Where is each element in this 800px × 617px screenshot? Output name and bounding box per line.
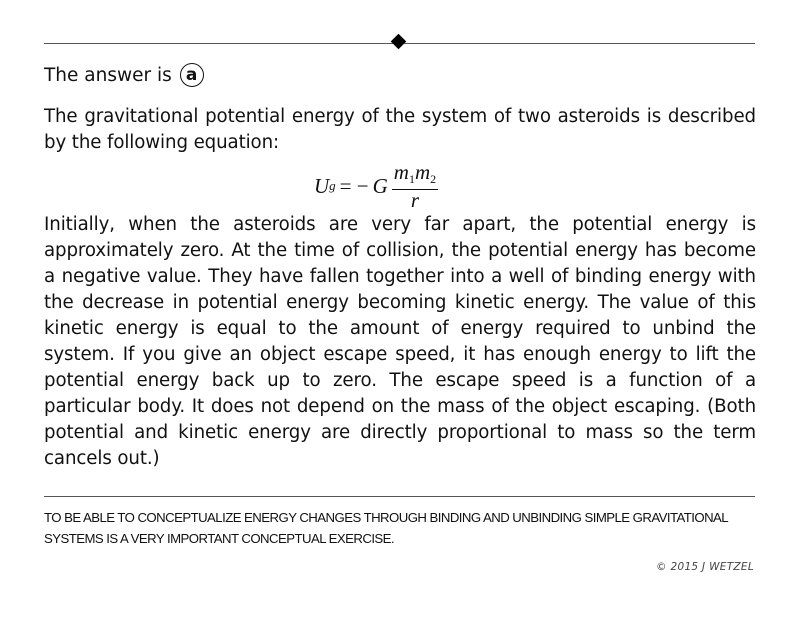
eq-numerator: [392, 162, 438, 190]
explanation-intro: The gravitational potential energy of the system of two asteroids is described by the following equation:: [44, 106, 756, 153]
eq-lhs: U: [314, 173, 330, 198]
answer-line: [44, 62, 204, 90]
eq-operator: = −: [339, 173, 369, 198]
eq-m1-sub: 1: [408, 172, 415, 186]
answer-prefix: The answer is: [44, 65, 172, 86]
potential-energy-equation: [314, 162, 438, 210]
eq-denominator: r: [410, 188, 420, 212]
copyright: © 2015 J WETZEL: [656, 561, 754, 573]
eq-m1: m: [393, 160, 409, 184]
eq-fraction: [392, 162, 438, 210]
explanation-body: Initially, when the asteroids are very far apart, the potential energy is approximately zero. At the time of collision, the potential energy has become a negative value. They have fallen together into a well of binding energy with the decrease in potential energy becoming kinetic energy. The value of this kinetic energy is equal to the amount of energy required to unbind the system. If you give an object escape speed, it has enough energy to lift the potential energy back up to zero. The escape speed is a function of a particular body. It does not depend on the mass of the object escaping. (Both potential and kinetic energy are directly proportional to mass so the term cancels out.): [44, 214, 756, 469]
eq-constant: G: [372, 173, 388, 198]
bottom-divider: [44, 496, 755, 497]
eq-m2: m: [414, 160, 431, 184]
eq-m2-sub: 2: [430, 172, 437, 186]
answer-choice-badge: a: [180, 63, 204, 87]
diamond-icon: [391, 34, 407, 50]
eq-lhs-sub: g: [329, 178, 336, 193]
learning-objective: TO BE ABLE TO CONCEPTUALIZE ENERGY CHANGES THROUGH BINDING AND UNBINDING SIMPLE GRAVITATIONAL SYSTEMS IS A VERY IMPORTANT CONCEPTUAL EXERCISE.: [44, 510, 728, 546]
